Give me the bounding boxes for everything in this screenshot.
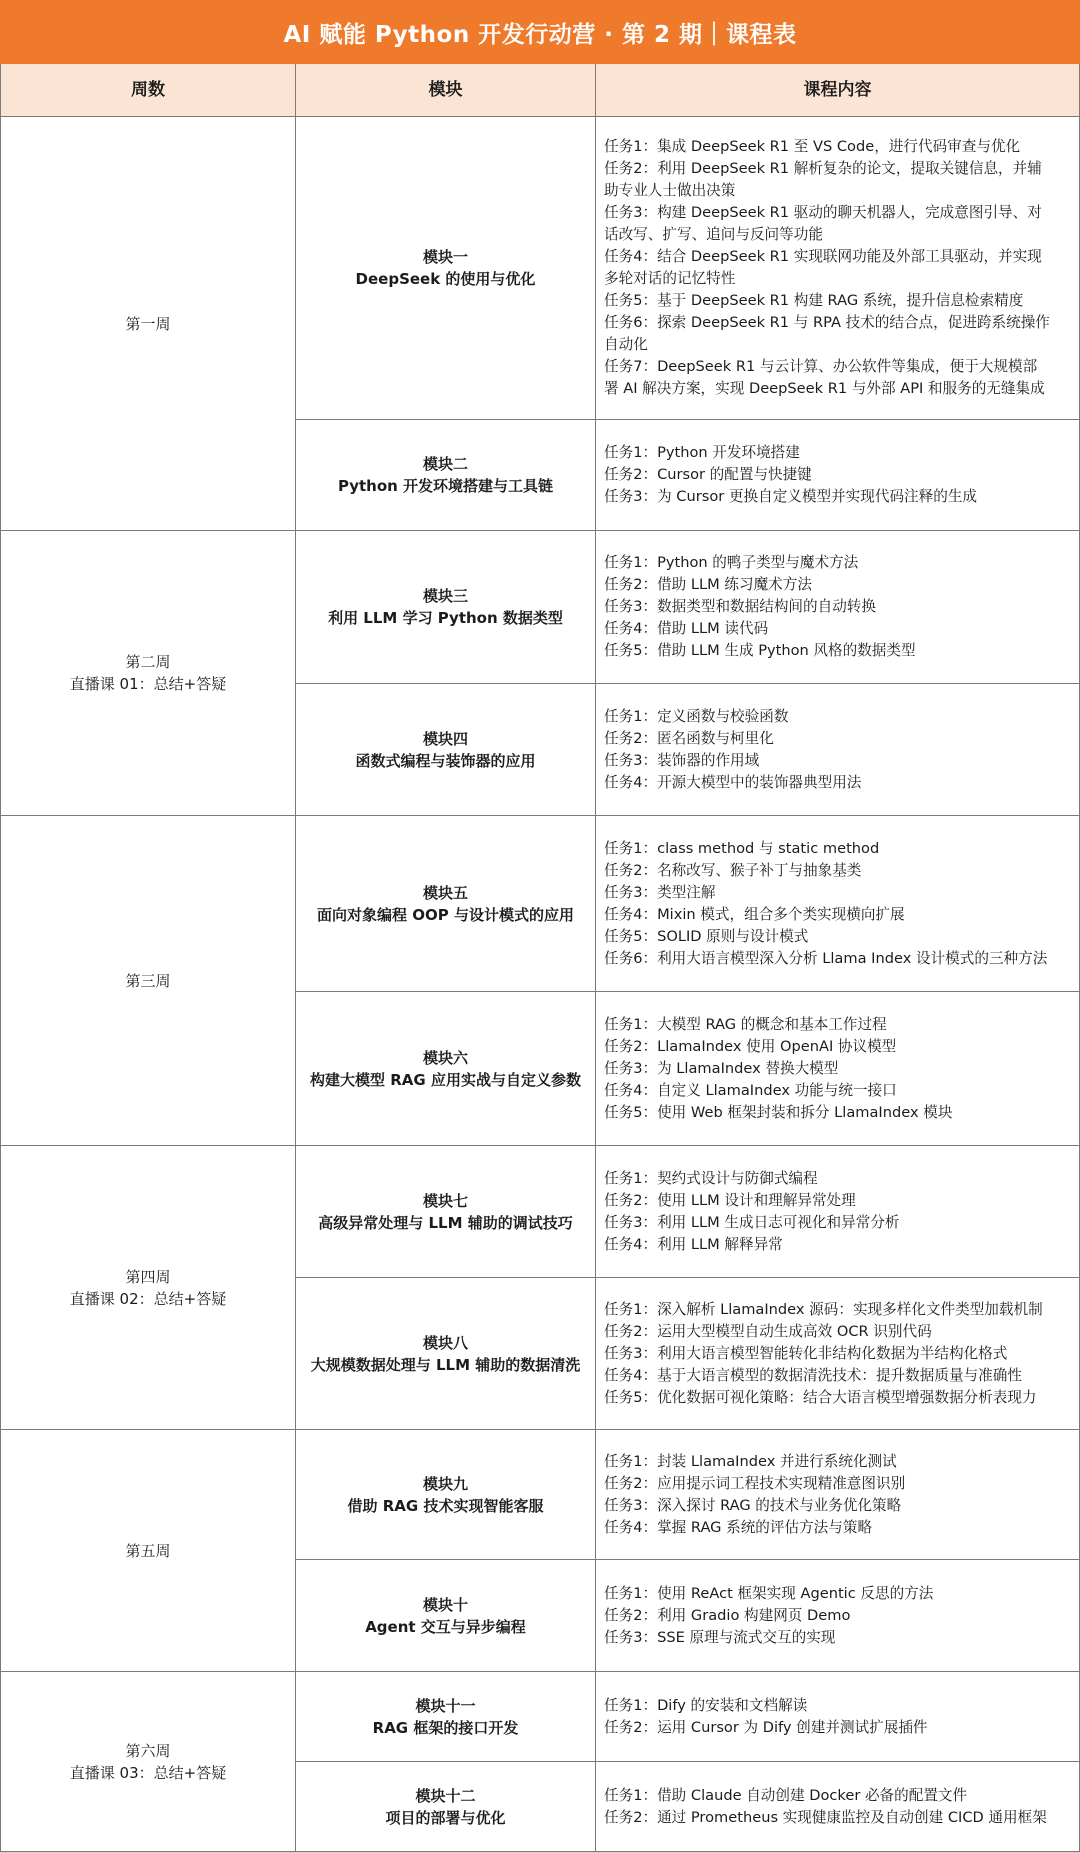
- task-item: 任务3：构建 DeepSeek R1 驱动的聊天机器人，完成意图引导、对: [604, 204, 1042, 221]
- week-label: 第四周: [125, 1267, 171, 1286]
- module-name: 模块十一: [415, 1696, 476, 1715]
- task-item: 任务1：深入解析 LlamaIndex 源码：实现多样化文件类型加载机制: [604, 1300, 1043, 1318]
- task-item: 任务4：基于大语言模型的数据清洗技术：提升数据质量与准确性: [604, 1366, 1022, 1384]
- task-item: 任务7：DeepSeek R1 与云计算、办公软件等集成，便于大规模部: [604, 358, 1038, 375]
- task-item: 任务2：运用 Cursor 为 Dify 创建并测试扩展插件: [604, 1718, 928, 1736]
- task-item: 任务1：Python 的鸭子类型与魔术方法: [604, 554, 859, 571]
- module-topic: 利用 LLM 学习 Python 数据类型: [328, 609, 563, 627]
- module-name: 模块二: [422, 455, 468, 473]
- module-topic: 面向对象编程 OOP 与设计模式的应用: [317, 905, 574, 924]
- task-item: 任务2：利用 Gradio 构建网页 Demo: [604, 1606, 851, 1624]
- module-name: 模块七: [422, 1191, 468, 1210]
- module-name: 模块十: [422, 1595, 468, 1614]
- module-topic: 大规模数据处理与 LLM 辅助的数据清洗: [310, 1355, 581, 1374]
- content-cell: [596, 1146, 1080, 1278]
- week-label: 直播课 03：总结+答疑: [69, 1763, 227, 1782]
- module-topic: 借助 RAG 技术实现智能客服: [347, 1496, 544, 1515]
- task-item: 任务3：类型注解: [604, 883, 716, 901]
- task-item: 任务2：运用大型模型自动生成高效 OCR 识别代码: [604, 1322, 932, 1340]
- header-week-label: 周数: [131, 80, 165, 100]
- module-cell: [296, 816, 596, 992]
- module-topic: RAG 框架的接口开发: [372, 1718, 519, 1737]
- module-cell: [296, 1146, 596, 1278]
- task-item: 任务2：使用 LLM 设计和理解异常处理: [604, 1191, 856, 1209]
- module-name: 模块八: [422, 1333, 468, 1352]
- content-cell: [596, 1762, 1080, 1852]
- header-week: [0, 64, 296, 117]
- task-item: 任务4：自定义 LlamaIndex 功能与统一接口: [604, 1081, 897, 1099]
- module-name: 模块十二: [415, 1786, 476, 1805]
- header-module-label: 模块: [428, 80, 463, 100]
- module-name: 模块六: [422, 1048, 468, 1067]
- task-list: [604, 1014, 952, 1124]
- task-list: [604, 1695, 928, 1739]
- task-item: 任务1：定义函数与校验函数: [604, 707, 789, 725]
- module-topic: 高级异常处理与 LLM 辅助的调试技巧: [318, 1213, 573, 1232]
- task-item: 多轮对话的记忆特性: [604, 270, 736, 287]
- task-item: 任务6：利用大语言模型深入分析 Llama Index 设计模式的三种方法: [604, 949, 1048, 967]
- task-item: 任务3：利用 LLM 生成日志可视化和异常分析: [604, 1213, 900, 1231]
- task-item: 任务3：数据类型和数据结构间的自动转换: [604, 598, 876, 615]
- module-name: 模块五: [422, 883, 468, 902]
- task-item: 任务1：大模型 RAG 的概念和基本工作过程: [604, 1015, 887, 1033]
- week-label: 直播课 02：总结+答疑: [69, 1289, 227, 1308]
- module-topic: 函数式编程与装饰器的应用: [355, 751, 536, 770]
- module-topic: Agent 交互与异步编程: [365, 1617, 526, 1636]
- task-item: 任务3：SSE 原理与流式交互的实现: [604, 1628, 836, 1646]
- header-module: [296, 64, 596, 117]
- week-cell: [0, 531, 296, 816]
- task-item: 任务2：匿名函数与柯里化: [604, 729, 774, 747]
- content-cell: [596, 816, 1080, 992]
- task-item: 任务5：优化数据可视化策略：结合大语言模型增强数据分析表现力: [604, 1388, 1037, 1406]
- task-list: [604, 1785, 1047, 1829]
- task-list: [604, 1299, 1043, 1409]
- module-name: 模块一: [422, 248, 468, 266]
- task-list: [604, 706, 861, 794]
- task-item: 任务3：深入探讨 RAG 的技术与业务优化策略: [604, 1496, 902, 1514]
- task-list: [604, 442, 977, 508]
- content-cell: [596, 117, 1080, 420]
- task-item: 任务2：通过 Prometheus 实现健康监控及自动创建 CICD 通用框架: [604, 1808, 1047, 1826]
- task-item: 任务3：为 Cursor 更换自定义模型并实现代码注释的生成: [604, 488, 978, 505]
- task-item: 任务1：契约式设计与防御式编程: [604, 1169, 818, 1187]
- task-item: 任务2：应用提示词工程技术实现精准意图识别: [604, 1474, 906, 1492]
- week-label: 第六周: [125, 1741, 171, 1760]
- module-cell: [296, 1278, 596, 1430]
- task-item: 任务4：借助 LLM 读代码: [604, 620, 769, 637]
- header-content-label: 课程内容: [803, 80, 872, 100]
- task-list: [604, 552, 916, 662]
- task-item: 任务5：借助 LLM 生成 Python 风格的数据类型: [604, 642, 916, 659]
- week-cell: [0, 1146, 296, 1430]
- module-topic: 项目的部署与优化: [385, 1808, 506, 1827]
- module-cell: [296, 420, 596, 531]
- task-item: 署 AI 解决方案，实现 DeepSeek R1 与外部 API 和服务的无缝集成: [604, 380, 1045, 397]
- module-cell: [296, 1430, 596, 1560]
- task-item: 任务4：利用 LLM 解释异常: [604, 1235, 783, 1253]
- content-cell: [596, 1560, 1080, 1672]
- module-topic: DeepSeek 的使用与优化: [355, 270, 536, 288]
- task-item: 任务2：利用 DeepSeek R1 解析复杂的论文，提取关键信息，并辅: [604, 160, 1042, 177]
- task-item: 助专业人士做出决策: [604, 182, 736, 199]
- task-item: 自动化: [604, 336, 648, 353]
- task-item: 任务1：class method 与 static method: [604, 839, 880, 857]
- task-item: 任务1：Dify 的安装和文档解读: [604, 1696, 808, 1714]
- task-item: 任务2：名称改写、猴子补丁与抽象基类: [604, 861, 862, 879]
- task-item: 话改写、扩写、追问与反问等功能: [604, 226, 823, 243]
- module-topic: Python 开发环境搭建与工具链: [337, 477, 554, 495]
- task-item: 任务5：使用 Web 框架封装和拆分 LlamaIndex 模块: [604, 1103, 953, 1121]
- module-cell: [296, 1762, 596, 1852]
- module-name: 模块四: [422, 729, 468, 748]
- page-title: AI 赋能 Python 开发行动营 · 第 2 期｜课程表: [0, 0, 1080, 64]
- task-item: 任务4：Mixin 模式，组合多个类实现横向扩展: [604, 905, 905, 923]
- week-cell: [0, 1672, 296, 1852]
- task-list: [604, 1583, 933, 1649]
- module-cell: [296, 117, 596, 420]
- week-cell: [0, 816, 296, 1146]
- week-label: 第二周: [125, 653, 171, 671]
- week-label: 第三周: [125, 971, 171, 990]
- content-cell: [596, 420, 1080, 531]
- week-cell: [0, 117, 296, 531]
- task-item: 任务1：借助 Claude 自动创建 Docker 必备的配置文件: [604, 1786, 968, 1804]
- task-item: 任务2：Cursor 的配置与快捷键: [604, 466, 812, 483]
- task-item: 任务3：利用大语言模型智能转化非结构化数据为半结构化格式: [604, 1344, 1008, 1362]
- task-list: [604, 136, 1050, 400]
- task-item: 任务5：SOLID 原则与设计模式: [604, 927, 809, 945]
- module-cell: [296, 531, 596, 684]
- task-list: [604, 1168, 900, 1256]
- week-label: 第五周: [125, 1541, 171, 1560]
- task-item: 任务2：借助 LLM 练习魔术方法: [604, 576, 812, 593]
- module-cell: [296, 992, 596, 1146]
- task-list: [604, 838, 1047, 970]
- task-item: 任务1：Python 开发环境搭建: [604, 444, 800, 461]
- task-item: 任务3：为 LlamaIndex 替换大模型: [604, 1059, 839, 1077]
- week-label: 第一周: [125, 314, 171, 333]
- task-item: 任务5：基于 DeepSeek R1 构建 RAG 系统，提升信息检索精度: [604, 292, 1024, 309]
- task-item: 任务3：装饰器的作用域: [604, 751, 760, 769]
- task-list: [604, 1451, 905, 1539]
- module-cell: [296, 1560, 596, 1672]
- task-item: 任务1：封装 LlamaIndex 并进行系统化测试: [604, 1452, 897, 1470]
- week-label: 直播课 01：总结+答疑: [69, 675, 227, 693]
- task-item: 任务1：使用 ReAct 框架实现 Agentic 反思的方法: [604, 1584, 934, 1602]
- module-name: 模块三: [422, 587, 468, 605]
- task-item: 任务4：掌握 RAG 系统的评估方法与策略: [604, 1518, 873, 1536]
- content-cell: [596, 1430, 1080, 1560]
- task-item: 任务6：探索 DeepSeek R1 与 RPA 技术的结合点，促进跨系统操作: [604, 314, 1050, 331]
- module-cell: [296, 1672, 596, 1762]
- module-topic: 构建大模型 RAG 应用实战与自定义参数: [310, 1070, 581, 1089]
- content-cell: [596, 531, 1080, 684]
- week-cell: [0, 1430, 296, 1672]
- header-content: [596, 64, 1080, 117]
- content-cell: [596, 684, 1080, 816]
- task-item: 任务4：开源大模型中的装饰器典型用法: [604, 773, 862, 791]
- task-item: 任务4：结合 DeepSeek R1 实现联网功能及外部工具驱动，并实现: [604, 248, 1042, 265]
- content-cell: [596, 1672, 1080, 1762]
- task-item: 任务1：集成 DeepSeek R1 至 VS Code，进行代码审查与优化: [604, 138, 1021, 155]
- module-cell: [296, 684, 596, 816]
- module-name: 模块九: [422, 1474, 468, 1493]
- task-item: 任务2：LlamaIndex 使用 OpenAI 协议模型: [604, 1037, 897, 1055]
- content-cell: [596, 992, 1080, 1146]
- content-cell: [596, 1278, 1080, 1430]
